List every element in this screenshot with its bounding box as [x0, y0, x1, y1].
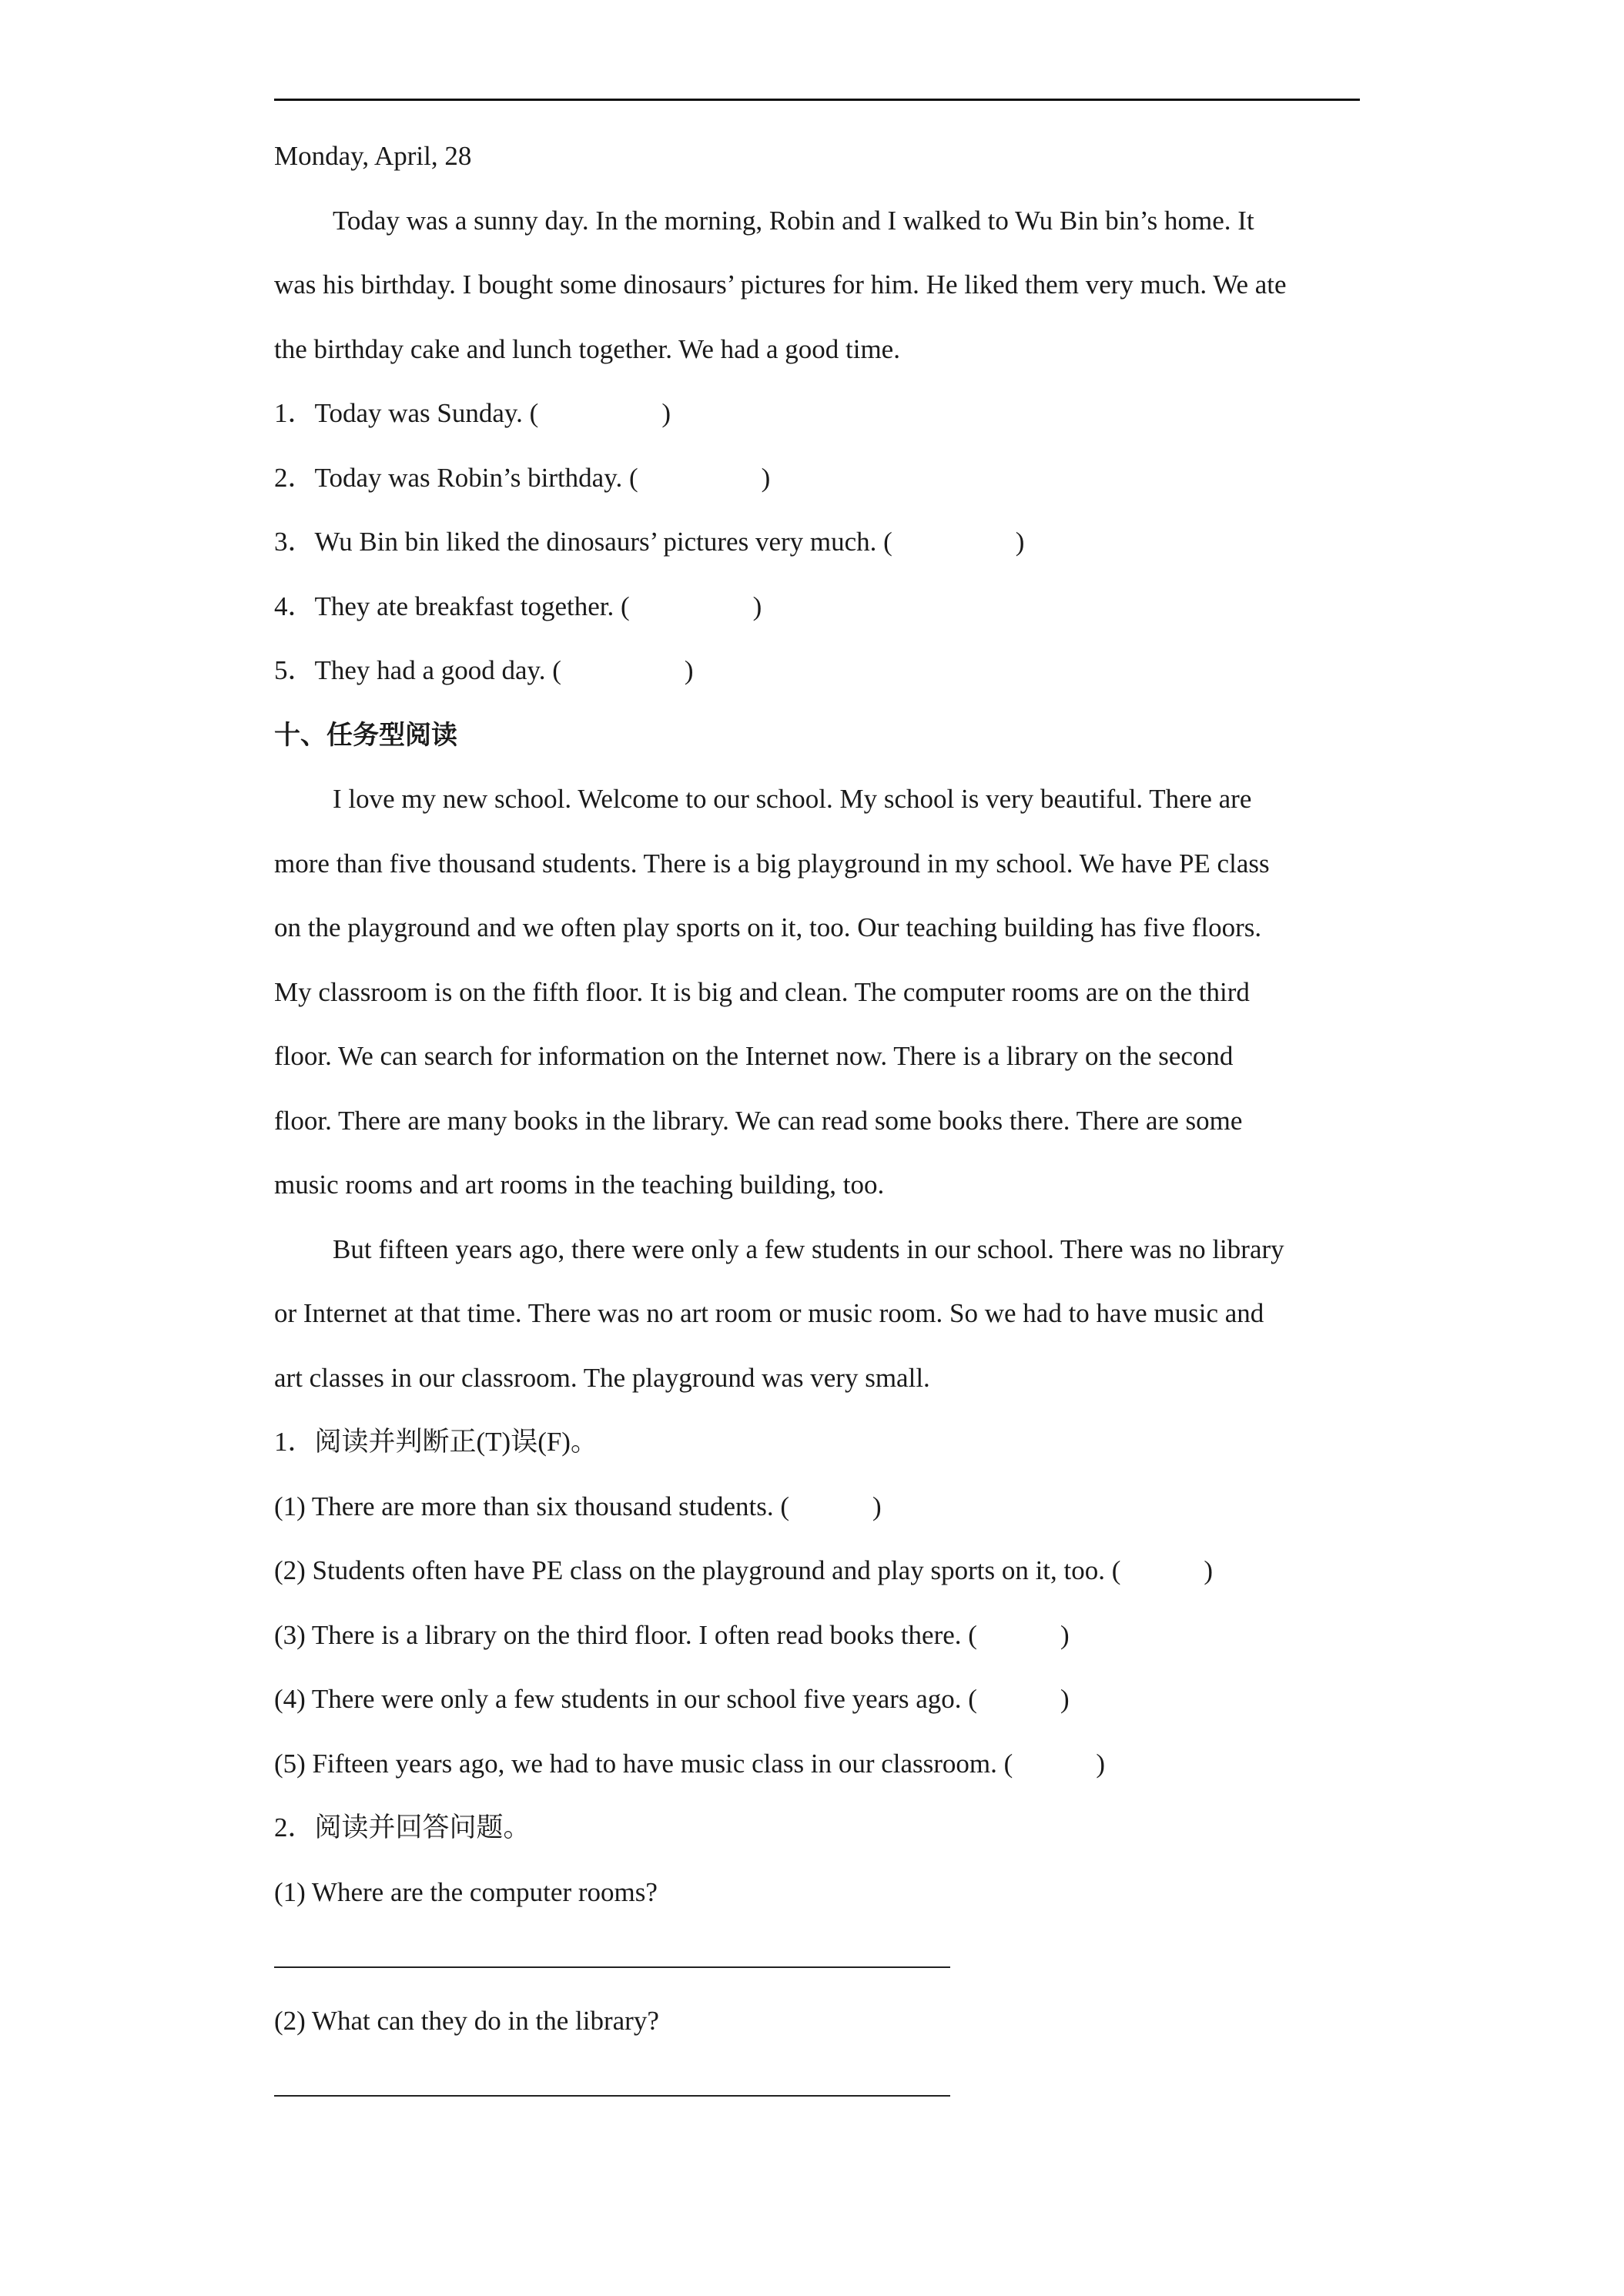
tf-item: (3) There is a library on the third floor. I often read books there. ( ) — [274, 1619, 1070, 1650]
passage2-line: music rooms and art rooms in the teaching building, too. — [274, 1170, 885, 1200]
worksheet-content — [274, 131, 1360, 2124]
question-item: 3．Wu Bin bin liked the dinosaurs’ pictures very much. ( ) — [274, 527, 1025, 557]
passage2-line: on the playground and we often play sports on it, too. Our teaching building has five floors. — [274, 912, 1262, 942]
passage1-line: was his birthday. I bought some dinosaurs’ pictures for him. He liked them very much. We ate — [274, 269, 1287, 300]
diary-date: Monday, April, 28 — [274, 141, 472, 171]
passage2-line: floor. There are many books in the library. We can read some books there. There are some — [274, 1105, 1243, 1136]
question-item: 2．Today was Robin’s birthday. ( ) — [274, 462, 771, 493]
passage2-line: art classes in our classroom. The playground was very small. — [274, 1362, 930, 1393]
passage1-line: the birthday cake and lunch together. We had a good time. — [274, 333, 900, 364]
passage2-line: My classroom is on the fifth floor. It is big and clean. The computer rooms are on the third — [274, 976, 1250, 1007]
answer-underline — [274, 2095, 950, 2097]
passage1-line: Today was a sunny day. In the morning, Robin and I walked to Wu Bin bin’s home. It — [333, 205, 1254, 236]
answer-line[interactable] — [274, 1931, 1360, 1996]
passage2-line: I love my new school. Welcome to our school. My school is very beautiful. There are — [333, 784, 1252, 814]
passage2-line: or Internet at that time. There was no art room or music room. So we had to have music and — [274, 1298, 1264, 1328]
task2-label: 2．阅读并回答问题。 — [274, 1812, 531, 1842]
passage2-line: more than five thousand students. There is a big playground in my school. We have PE class — [274, 848, 1270, 879]
tf-item: (1) There are more than six thousand students. ( ) — [274, 1491, 882, 1521]
task1-label: 1．阅读并判断正(T)误(F)。 — [274, 1427, 598, 1457]
tf-item: (4) There were only a few students in our school five years ago. ( ) — [274, 1684, 1070, 1714]
question-item: 4．They ate breakfast together. ( ) — [274, 591, 762, 621]
passage2-line: floor. We can search for information on the Internet now. There is a library on the second — [274, 1041, 1234, 1071]
passage2-line: But fifteen years ago, there were only a few students in our school. There was no library — [333, 1233, 1284, 1264]
header-divider — [274, 99, 1360, 101]
answer-line[interactable] — [274, 2060, 1360, 2124]
question-item: 1．Today was Sunday. ( ) — [274, 398, 671, 428]
answer-question: (2) What can they do in the library? — [274, 2005, 659, 2036]
section-heading: 十、任务型阅读 — [274, 719, 457, 751]
question-item: 5．They had a good day. ( ) — [274, 655, 694, 685]
answer-underline — [274, 1966, 950, 1968]
answer-question: (1) Where are the computer rooms? — [274, 1876, 658, 1907]
tf-item: (2) Students often have PE class on the playground and play sports on it, too. ( ) — [274, 1555, 1214, 1585]
tf-item: (5) Fifteen years ago, we had to have music class in our classroom. ( ) — [274, 1748, 1105, 1779]
